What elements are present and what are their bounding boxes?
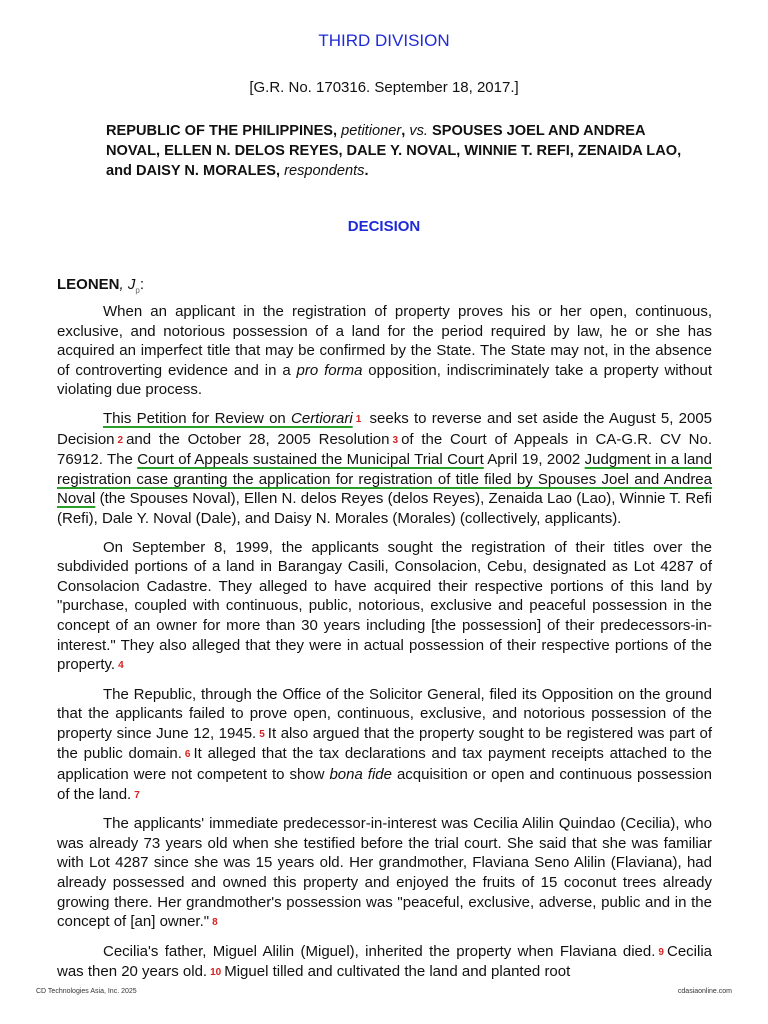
period: . (364, 163, 369, 179)
footnote-ref[interactable]: 3 (392, 434, 399, 446)
ponente-subscript: p (135, 286, 140, 295)
ponente-colon: : (139, 276, 144, 293)
text: It also argued that the property sought to be registered was part of the public domain. (57, 724, 712, 763)
text: The Republic, through the Office of the Solicitor General, filed its Opposition on the ground that the applicants failed to prove open, continuous, exclusive, and notorious possession of the property since June 12, 1945. (57, 685, 712, 742)
footnote-ref[interactable]: 7 (134, 789, 140, 801)
separator: , (276, 163, 285, 179)
text: of the Court of Appeals in CA-G.R. CV No. 76912. The (57, 430, 713, 469)
text: opposition, indiscriminately take a property without violating due process. (57, 361, 712, 399)
footnote-ref[interactable]: 4 (118, 660, 124, 672)
text: Miguel tilled and cultivated the land and planted root (224, 963, 571, 981)
footer-copyright: CD Technologies Asia, Inc. 2025 (36, 988, 137, 995)
text: The applicants' immediate predecessor-in-interest was Cecilia Alilin Quindao (Cecilia), who was already 73 years old when she testified before the trial court. She said that she was familiar with Lot 4287 since she was 15 years old. Her grandmother, Flaviana Seno Alilin (Flaviana), had already possessed and owned this property and enjoyed the fruits of 15 coconut trees already growing there. Her grandmother's possession was "peaceful, exclusive, adverse, public and in the concept of [an] owner." (57, 815, 712, 931)
decision-body (57, 302, 712, 992)
footnote-ref[interactable]: 2 (117, 434, 124, 446)
footnote-ref[interactable]: 1 (355, 413, 362, 425)
separator: , (333, 123, 342, 139)
division-heading: THIRD DIVISION (318, 31, 450, 50)
text: and the October 28, 2005 Resolution (126, 430, 390, 448)
highlight-link[interactable]: Court of Appeals sustained the Municipal Trial Court (137, 451, 484, 469)
paragraph-1 (57, 302, 712, 400)
highlight-italic: Certiorari (291, 409, 353, 427)
versus-label: vs. (409, 123, 428, 139)
highlight-text: This Petition for Review on (103, 409, 292, 427)
footer-site: cdasiaonline.com (677, 988, 732, 995)
paragraph-5 (57, 814, 712, 933)
footnote-ref[interactable]: 9 (658, 946, 664, 958)
separator: , (401, 123, 410, 139)
footnote-ref[interactable]: 5 (259, 728, 265, 740)
text: Cecilia's father, Miguel Alilin (Miguel), inherited the property when Flaviana died. (103, 942, 656, 960)
text: Cecilia was then 20 years old. (57, 942, 712, 981)
respondents-names: SPOUSES JOEL AND ANDREA NOVAL, ELLEN N. DELOS REYES, DALE Y. NOVAL, WINNIE T. REFI, ZENAIDA LAO, and DAISY N. MORALES (106, 123, 682, 179)
footnote-ref[interactable]: 6 (184, 749, 191, 761)
italic-text: bona fide (329, 766, 392, 784)
paragraph-3 (57, 538, 712, 676)
ponente-suffix: , J (119, 276, 136, 293)
text: (the Spouses Noval), Ellen N. delos Reyes (delos Reyes), Zenaida Lao (Lao), Winnie T. Refi (Refi), Dale Y. Noval (Dale), and Daisy N. Morales (Morales) (collectively, applicants). (57, 490, 712, 527)
footnote-ref[interactable]: 10 (210, 967, 222, 979)
highlight-link[interactable] (103, 410, 353, 427)
footnote-ref[interactable]: 8 (212, 917, 218, 929)
text: seeks to reverse and set aside the August 5, 2005 Decision (57, 409, 713, 448)
paragraph-6 (57, 942, 712, 983)
ponente (57, 276, 144, 295)
ponente-name: LEONEN (57, 276, 120, 293)
paragraph-4 (57, 685, 712, 806)
text: April 19, 2002 (483, 451, 585, 469)
petitioner-name: REPUBLIC OF THE PHILIPPINES (106, 123, 334, 139)
text: When an applicant in the registration of property proves his or her open, continuous, exclusive, and notorious possession of a land for the period required by law, he or she has acquired an imperfect title that may be confirmed by the State. The State may not, in the absence of controverting evidence and in a (57, 303, 712, 379)
text: acquisition or open and continuous possession of the land. (57, 766, 712, 803)
text: On September 8, 1999, the applicants sought the registration of their titles over the subdivided portions of a land in Barangay Casili, Consolacion, Cebu, designated as Lot 4287 of Consolacion Cadastre. They alleged to have acquired their respective portions of this land by "purchase, coupled with continuous, public, notorious, exclusive and peaceful possession in the concept of an owner for more than 30 years including [the possession] of their predecessors-in-interest." They also alleged that they were in actual possession of their respective portions of the property. (57, 538, 712, 674)
petitioner-role: petitioner (341, 123, 402, 139)
case-parties (106, 121, 690, 181)
case-number: [G.R. No. 170316. September 18, 2017.] (249, 79, 519, 96)
respondents-role: respondents (284, 163, 365, 179)
highlight-link[interactable]: Judgment in a land registration case granting the application for registration of title filed by Spouses Joel and Andrea Noval (57, 451, 712, 508)
italic-text: pro forma (296, 361, 363, 379)
text: It alleged that the tax declarations and tax payment receipts attached to the application were not competent to show (57, 745, 712, 784)
paragraph-2 (57, 409, 712, 529)
decision-title: DECISION (347, 218, 421, 235)
